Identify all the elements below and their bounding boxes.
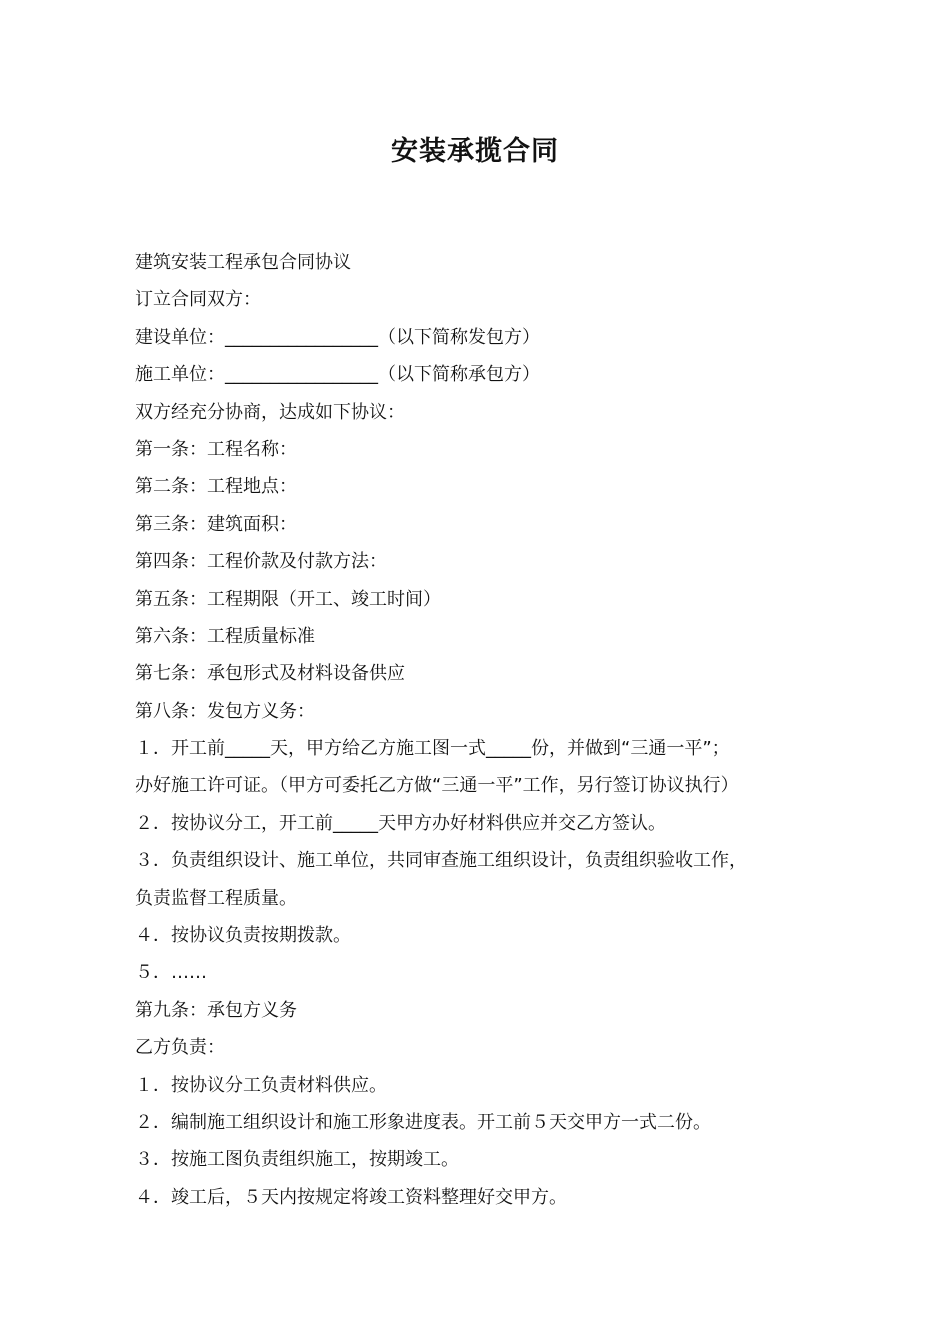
article-9: 第九条：承包方义务	[135, 999, 297, 1021]
article-3: 第三条：建筑面积：	[135, 513, 297, 535]
document-body	[135, 244, 835, 1216]
employer-line: 建设单位：_________________（以下简称发包方）	[135, 326, 540, 348]
article-9-item-4: ４．竣工后，５天内按规定将竣工资料整理好交甲方。	[135, 1186, 567, 1208]
article-8-item-3-cont: 负责监督工程质量。	[135, 887, 297, 909]
article-8-item-1-cont: 办好施工许可证。（甲方可委托乙方做“三通一平”工作，另行签订协议执行）	[135, 775, 739, 797]
agreement-intro: 双方经充分协商，达成如下协议：	[135, 401, 405, 423]
article-9-item-2: ２．编制施工组织设计和施工形象进度表。开工前５天交甲方一式二份。	[135, 1111, 711, 1133]
article-8: 第八条：发包方义务：	[135, 700, 315, 722]
article-2: 第二条：工程地点：	[135, 476, 297, 498]
article-4: 第四条：工程价款及付款方法：	[135, 551, 387, 573]
section-heading: 建筑安装工程承包合同协议	[135, 252, 351, 273]
article-8-item-5: ５．……	[135, 962, 207, 984]
article-8-item-4: ４．按协议负责按期拨款。	[135, 925, 351, 947]
article-8-item-1: １．开工前_____天，甲方给乙方施工图一式_____份，并做到“三通一平”；	[135, 738, 730, 760]
article-8-item-3: ３．负责组织设计、施工单位，共同审查施工组织设计，负责组织验收工作，	[135, 850, 747, 872]
article-6: 第六条：工程质量标准	[135, 625, 315, 647]
article-9-item-1: １．按协议分工负责材料供应。	[135, 1074, 387, 1096]
contractor-line: 施工单位：_________________（以下简称承包方）	[135, 364, 540, 386]
article-8-item-2: ２．按协议分工，开工前_____天甲方办好材料供应并交乙方签认。	[135, 812, 666, 834]
article-7: 第七条：承包形式及材料设备供应	[135, 663, 405, 685]
article-9-intro: 乙方负责：	[135, 1037, 225, 1059]
article-9-item-3: ３．按施工图负责组织施工，按期竣工。	[135, 1149, 459, 1171]
article-5: 第五条：工程期限（开工、竣工时间）	[135, 588, 441, 610]
document-title: 安装承揽合同	[391, 136, 559, 167]
parties-heading: 订立合同双方：	[135, 289, 261, 311]
article-1: 第一条：工程名称：	[135, 438, 297, 460]
